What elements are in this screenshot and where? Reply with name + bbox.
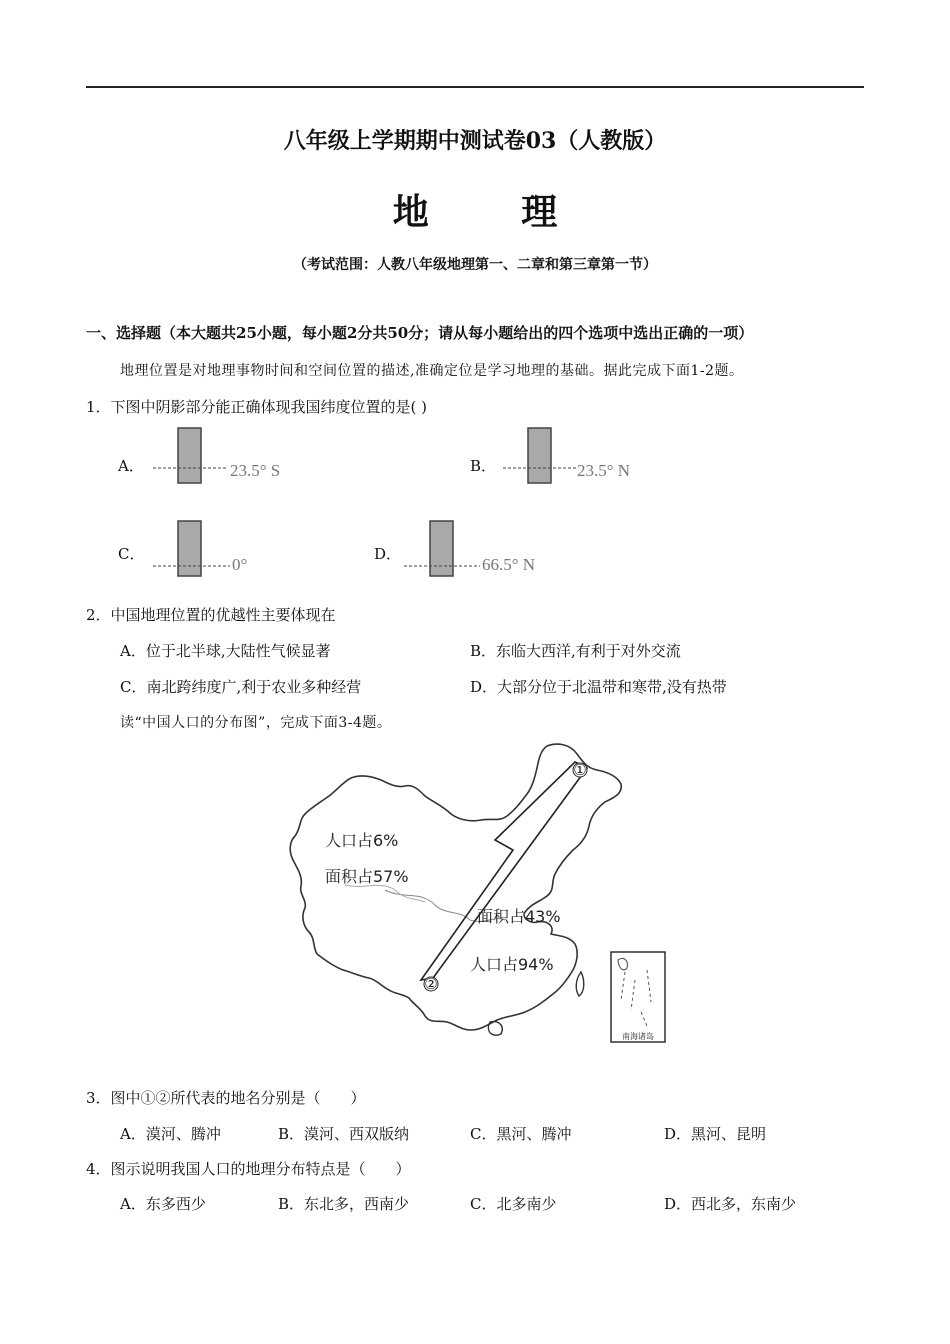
- latitude-label: 0°: [232, 555, 248, 574]
- q2-option-b[interactable]: B．东临大西洋,有利于对外交流: [470, 642, 681, 660]
- q1-option-d-letter: D．: [374, 545, 402, 563]
- q4-stem: 4．图示说明我国人口的地理分布特点是（ ）: [86, 1160, 411, 1178]
- population-divide-band: [421, 762, 587, 980]
- shaded-latitude-band: [430, 521, 453, 576]
- china-outline: [290, 744, 621, 1030]
- q1-stem: 1．下图中阴影部分能正确体现我国纬度位置的是( ): [86, 398, 428, 416]
- q1-option-b-diagram: [500, 425, 690, 490]
- latitude-label: 66.5° N: [482, 555, 536, 574]
- q4-option-d[interactable]: D．西北多，东南少: [664, 1195, 797, 1213]
- q1-option-c-diagram: [148, 518, 338, 583]
- latitude-label: 23.5° N: [577, 461, 631, 480]
- east-area-label: 面积占43%: [477, 907, 561, 926]
- marker-2-label: ②: [424, 975, 438, 993]
- q3-option-d[interactable]: D．黑河、昆明: [664, 1125, 767, 1143]
- china-population-map: [285, 740, 685, 1050]
- marker-1-label: ①: [573, 761, 587, 779]
- q1-option-c-letter: C．: [118, 545, 145, 563]
- inset-label: 南海诸岛: [622, 1032, 654, 1041]
- q1-option-a-letter: A．: [118, 457, 144, 475]
- map-intro: 读“中国人口的分布图”，完成下面3-4题。: [120, 715, 392, 731]
- section-heading: 一、选择题（本大题共25小题，每小题2分共50分；请从每小题给出的四个选项中选出正确的一项）: [86, 324, 754, 342]
- east-population-label: 人口占94%: [470, 955, 554, 974]
- q4-option-b[interactable]: B．东北多，西南少: [278, 1195, 410, 1213]
- taiwan-island: [576, 972, 584, 996]
- q2-option-a[interactable]: A．位于北半球,大陆性气候显著: [120, 642, 331, 660]
- shaded-latitude-band: [178, 521, 201, 576]
- q3-option-a[interactable]: A．漠河、腾冲: [120, 1125, 221, 1143]
- subject-title: 地 理: [392, 191, 598, 233]
- exam-scope: （考试范围：人教八年级地理第一、二章和第三章第一节）: [293, 257, 657, 273]
- west-area-label: 面积占57%: [325, 867, 409, 886]
- q3-option-c[interactable]: C．黑河、腾冲: [470, 1125, 572, 1143]
- q3-option-b[interactable]: B．漠河、西双版纳: [278, 1125, 410, 1143]
- west-population-label: 人口占6%: [325, 831, 399, 850]
- shaded-latitude-band: [528, 428, 551, 483]
- section-intro: 地理位置是对地理事物时间和空间位置的描述,准确定位是学习地理的基础。据此完成下面1-2题。: [120, 363, 744, 379]
- q2-stem: 2．中国地理位置的优越性主要体现在: [86, 606, 336, 624]
- q4-option-a[interactable]: A．东多西少: [120, 1195, 206, 1213]
- q1-option-b-letter: B．: [470, 457, 497, 475]
- header-rule: [86, 86, 864, 88]
- shaded-latitude-band: [178, 428, 201, 483]
- exam-title: 八年级上学期期中测试卷03（人教版）: [283, 128, 667, 154]
- q4-option-c[interactable]: C．北多南少: [470, 1195, 557, 1213]
- q2-option-d[interactable]: D．大部分位于北温带和寒带,没有热带: [470, 678, 727, 696]
- south-china-sea-inset: [611, 952, 665, 1042]
- q1-option-d-diagram: [402, 518, 602, 583]
- q2-option-c[interactable]: C．南北跨纬度广,利于农业多种经营: [120, 678, 362, 696]
- q3-stem: 3．图中①②所代表的地名分别是（ ）: [86, 1089, 366, 1107]
- interior-river: [345, 885, 425, 902]
- q1-option-a-diagram: [148, 425, 338, 490]
- latitude-label: 23.5° S: [230, 461, 281, 480]
